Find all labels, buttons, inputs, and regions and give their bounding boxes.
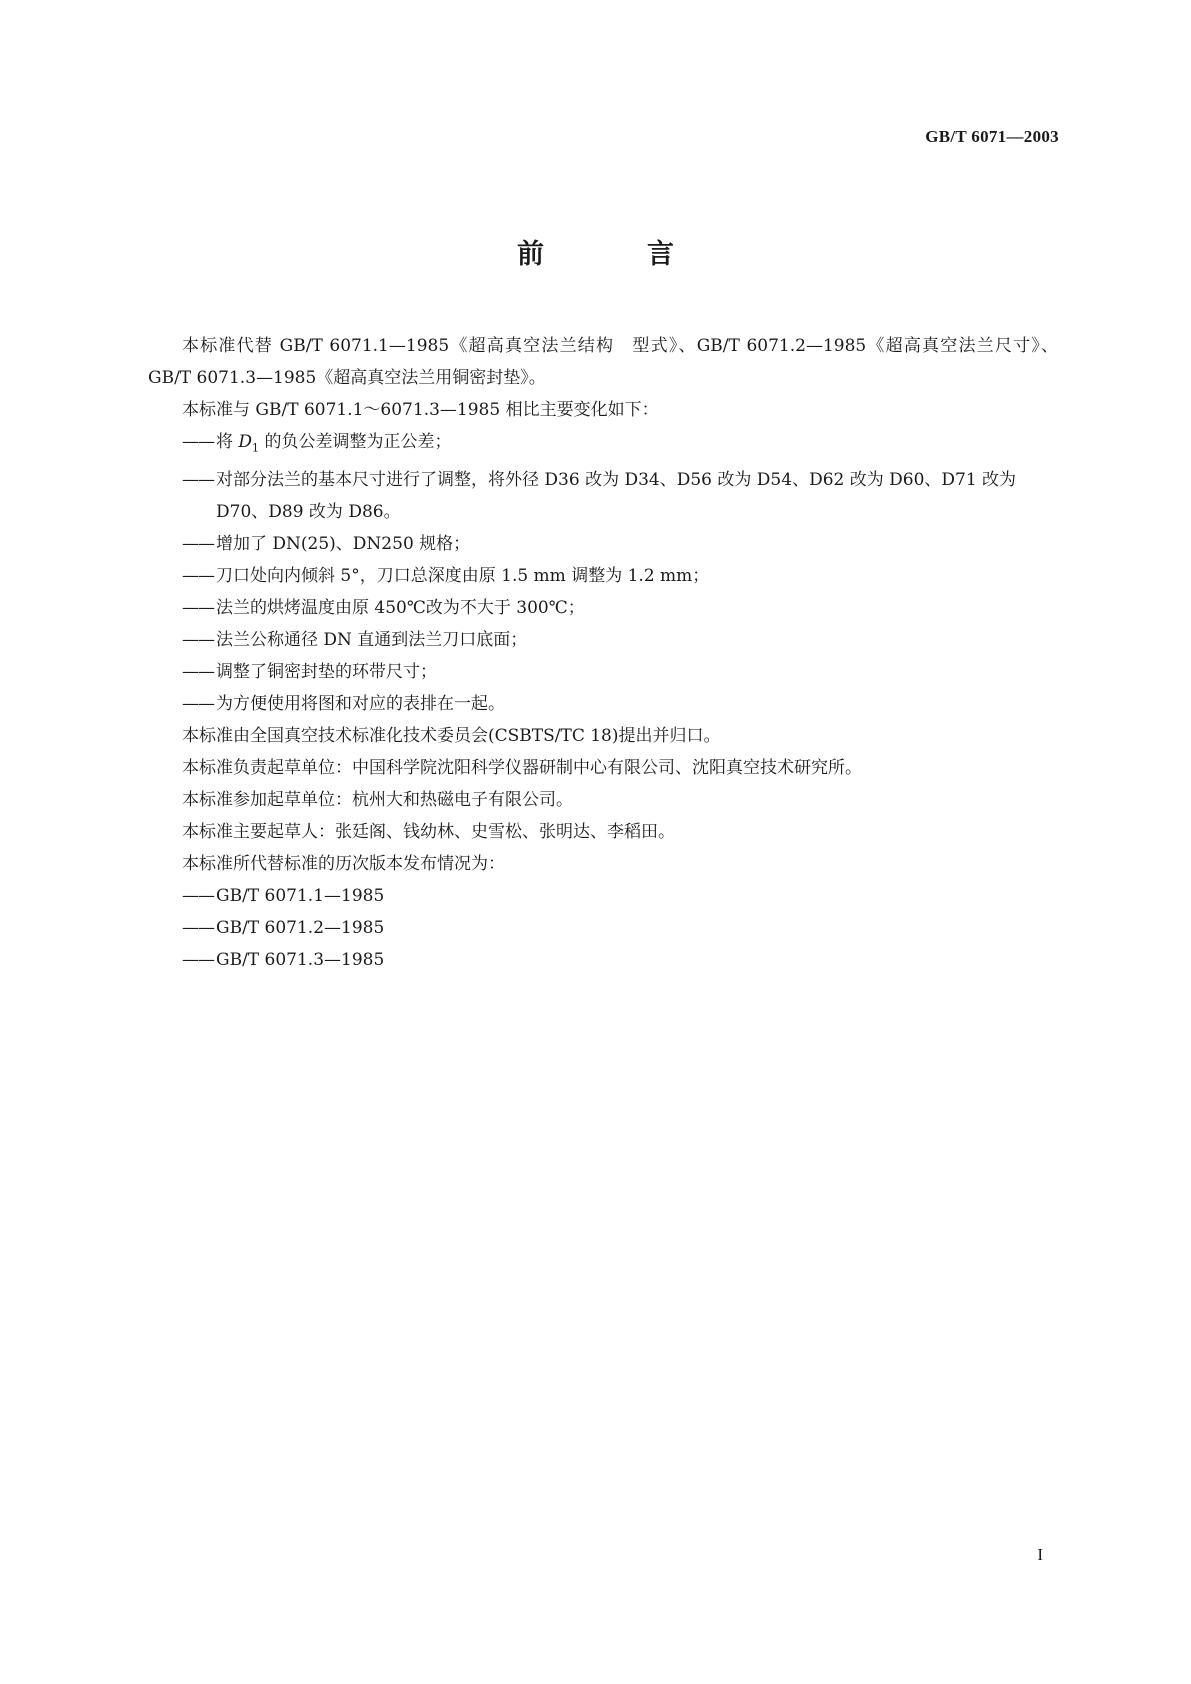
dash-marker: ——	[182, 950, 214, 971]
history-item	[148, 912, 1058, 944]
change-text: 增加了 DN(25)、DN250 规格；	[216, 534, 471, 555]
dash-marker: ——	[182, 694, 214, 715]
dash-marker: ——	[182, 630, 214, 651]
change-item	[148, 624, 1058, 656]
paragraph-changes-intro: 本标准与 GB/T 6071.1～6071.3—1985 相比主要变化如下：	[182, 400, 659, 420]
paragraph-drafter-join: 本标准参加起草单位：杭州大和热磁电子有限公司。	[182, 790, 573, 811]
change-text: 法兰公称通径 DN 直通到法兰刀口底面；	[216, 630, 528, 651]
paragraph-drafter-lead: 本标准负责起草单位：中国科学院沈阳科学仪器研制中心有限公司、沈阳真空技术研究所。	[182, 758, 862, 779]
paragraph-replaces: 本标准代替 GB/T 6071.1—1985《超高真空法兰结构 型式》、GB/T 6071.2—1985《超高真空法兰尺寸》、GB/T 6071.3—1985《超高真空法兰用铜密封垫》。	[148, 336, 1058, 388]
dash-marker: ——	[182, 470, 214, 491]
dash-marker: ——	[182, 566, 214, 587]
change-item	[148, 688, 1058, 720]
change-item	[148, 656, 1058, 688]
paragraph-history-intro: 本标准所代替标准的历次版本发布情况为：	[182, 854, 505, 875]
change-text: 为方便使用将图和对应的表排在一起。	[216, 694, 505, 715]
change-item	[148, 426, 1058, 464]
symbol-subscript: 1	[252, 441, 260, 455]
change-item	[148, 464, 1058, 528]
page-title: 前 言	[517, 239, 712, 270]
dash-marker: ——	[182, 534, 214, 555]
dash-marker: ——	[182, 662, 214, 683]
dash-marker: ——	[182, 918, 214, 939]
dash-marker: ——	[182, 432, 214, 452]
history-text: GB/T 6071.2—1985	[216, 918, 385, 939]
change-item	[148, 592, 1058, 624]
dash-marker: ——	[182, 598, 214, 619]
history-item	[148, 880, 1058, 912]
preface-body	[148, 330, 1058, 976]
history-text: GB/T 6071.3—1985	[216, 950, 385, 971]
history-item	[148, 944, 1058, 976]
dash-marker: ——	[182, 886, 214, 907]
change-text: 法兰的烘烤温度由原 450℃改为不大于 300℃；	[216, 598, 585, 619]
change-text: 调整了铜密封垫的环带尺寸；	[216, 662, 437, 683]
symbol-d: D	[238, 432, 253, 452]
standard-code-header: GB/T 6071—2003	[925, 127, 1059, 146]
page-number: I	[1037, 1545, 1043, 1564]
history-text: GB/T 6071.1—1985	[216, 886, 385, 907]
paragraph-proposed: 本标准由全国真空技术标准化技术委员会(CSBTS/TC 18)提出并归口。	[182, 726, 721, 747]
change-text: 将	[216, 432, 239, 452]
change-item	[148, 528, 1058, 560]
change-item	[148, 560, 1058, 592]
change-text: 刀口处向内倾斜 5°，刀口总深度由原 1.5 mm 调整为 1.2 mm；	[216, 566, 710, 587]
change-text: 的负公差调整为正公差；	[259, 432, 452, 452]
paragraph-authors: 本标准主要起草人：张廷阁、钱幼林、史雪松、张明达、李稻田。	[182, 822, 675, 843]
change-text: 对部分法兰的基本尺寸进行了调整，将外径 D36 改为 D34、D56 改为 D54、D62 改为 D60、D71 改为 D70、D89 改为 D86。	[216, 470, 1017, 523]
